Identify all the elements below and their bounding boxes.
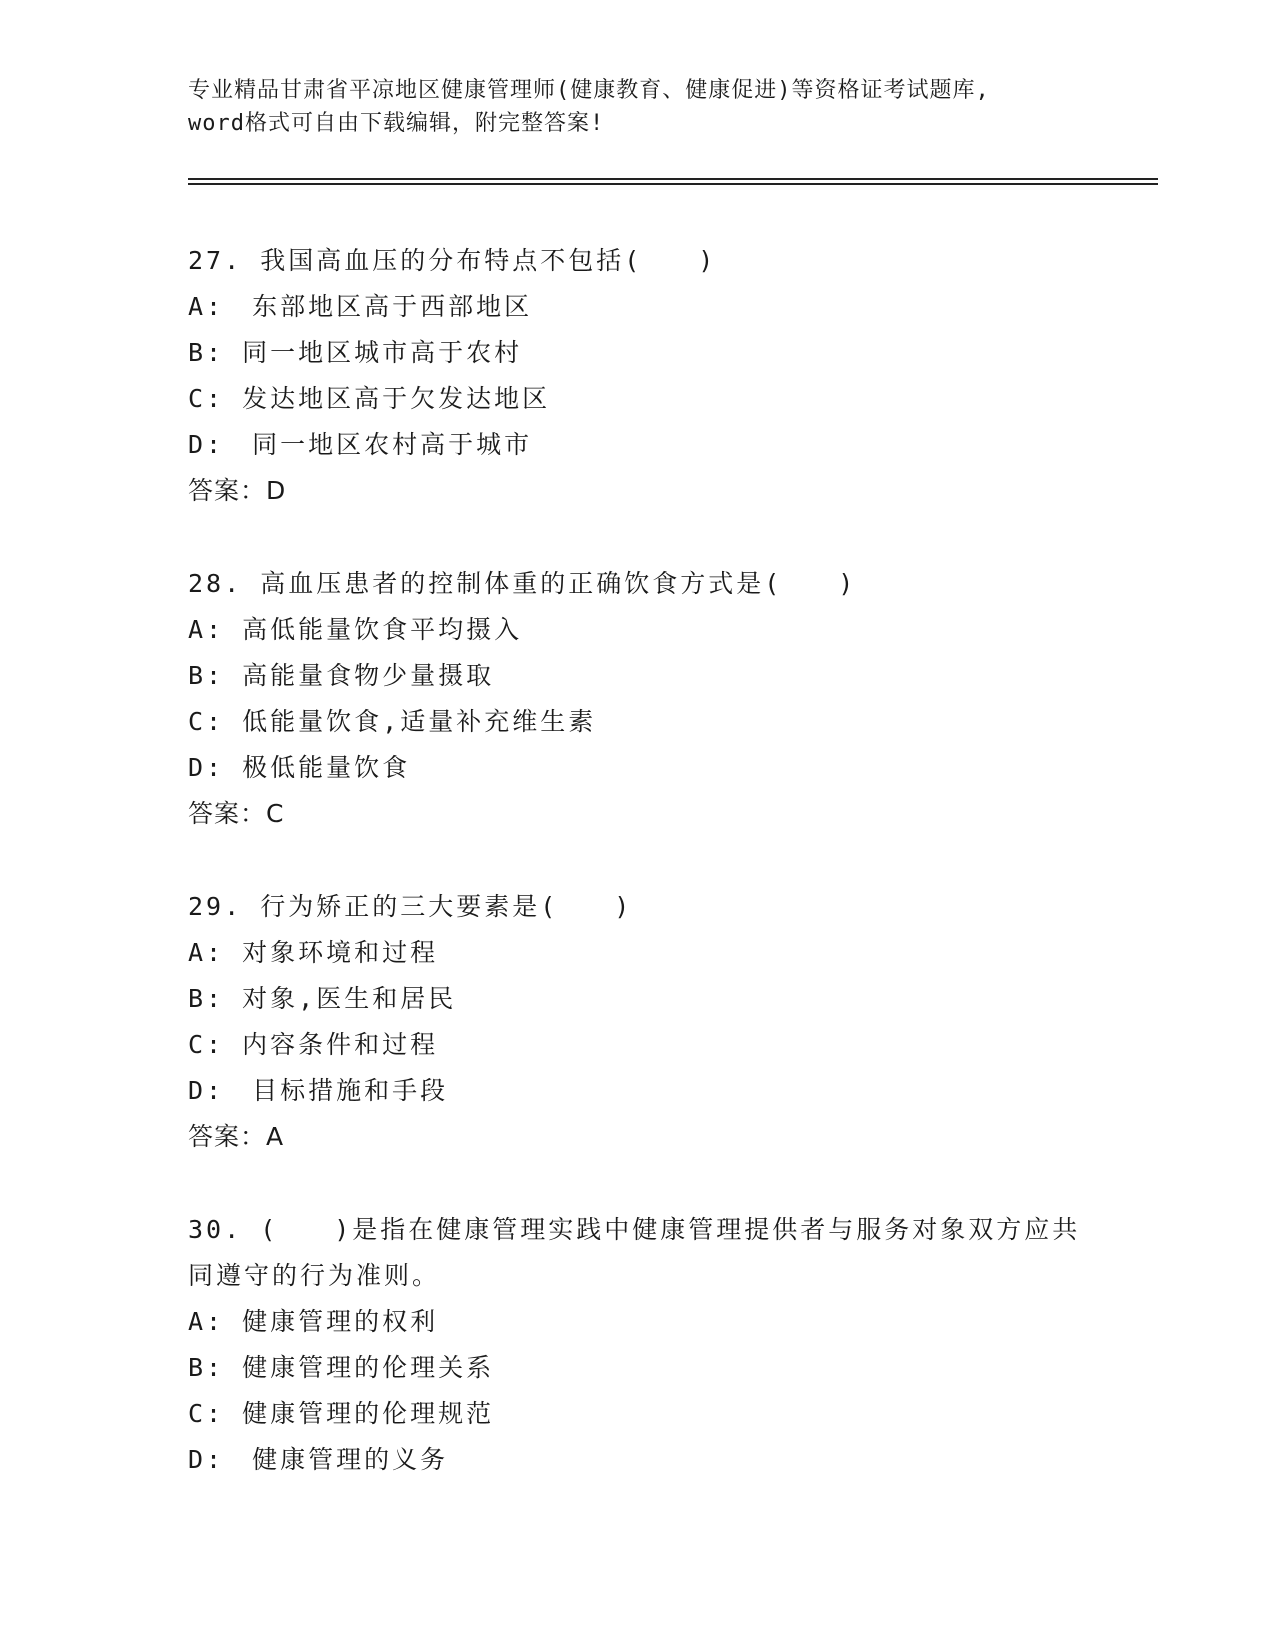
option-a: A: 健康管理的权利: [188, 1307, 439, 1336]
question-text: 28. 高血压患者的控制体重的正确饮食方式是( ): [188, 569, 857, 598]
answer-line: 答案：D: [188, 476, 287, 505]
question-27: [188, 238, 1088, 514]
option-d: D: 同一地区农村高于城市: [188, 430, 533, 459]
option-d: D: 目标措施和手段: [188, 1076, 449, 1105]
answer-line: 答案：A: [188, 1122, 285, 1151]
option-a: A: 对象环境和过程: [188, 938, 439, 967]
header-double-rule: [188, 178, 1158, 185]
option-d: D: 健康管理的义务: [188, 1445, 449, 1474]
option-c: C: 健康管理的伦理规范: [188, 1399, 495, 1428]
question-30: [188, 1207, 1088, 1483]
option-a: A: 东部地区高于西部地区: [188, 292, 533, 321]
document-header: [188, 74, 1088, 140]
option-b: B: 健康管理的伦理关系: [188, 1353, 495, 1382]
option-b: B: 同一地区城市高于农村: [188, 338, 523, 367]
question-28: [188, 561, 1088, 837]
option-d: D: 极低能量饮食: [188, 753, 411, 782]
answer-line: 答案：C: [188, 799, 285, 828]
option-c: C: 发达地区高于欠发达地区: [188, 384, 551, 413]
option-b: B: 高能量食物少量摄取: [188, 661, 495, 690]
option-a: A: 高低能量饮食平均摄入: [188, 615, 523, 644]
question-text: 29. 行为矫正的三大要素是( ): [188, 892, 633, 921]
header-line-2: word格式可自由下载编辑，附完整答案!: [188, 111, 605, 136]
header-line-1: 专业精品甘肃省平凉地区健康管理师(健康教育、健康促进)等资格证考试题库,: [188, 78, 990, 103]
option-b: B: 对象,医生和居民: [188, 984, 457, 1013]
question-text: 30. ( )是指在健康管理实践中健康管理提供者与服务对象双方应共同遵守的行为准则。: [188, 1215, 1081, 1290]
option-c: C: 低能量饮食,适量补充维生素: [188, 707, 597, 736]
question-29: [188, 884, 1088, 1160]
option-c: C: 内容条件和过程: [188, 1030, 439, 1059]
question-text: 27. 我国高血压的分布特点不包括( ): [188, 246, 717, 275]
question-list: [188, 238, 1088, 1530]
